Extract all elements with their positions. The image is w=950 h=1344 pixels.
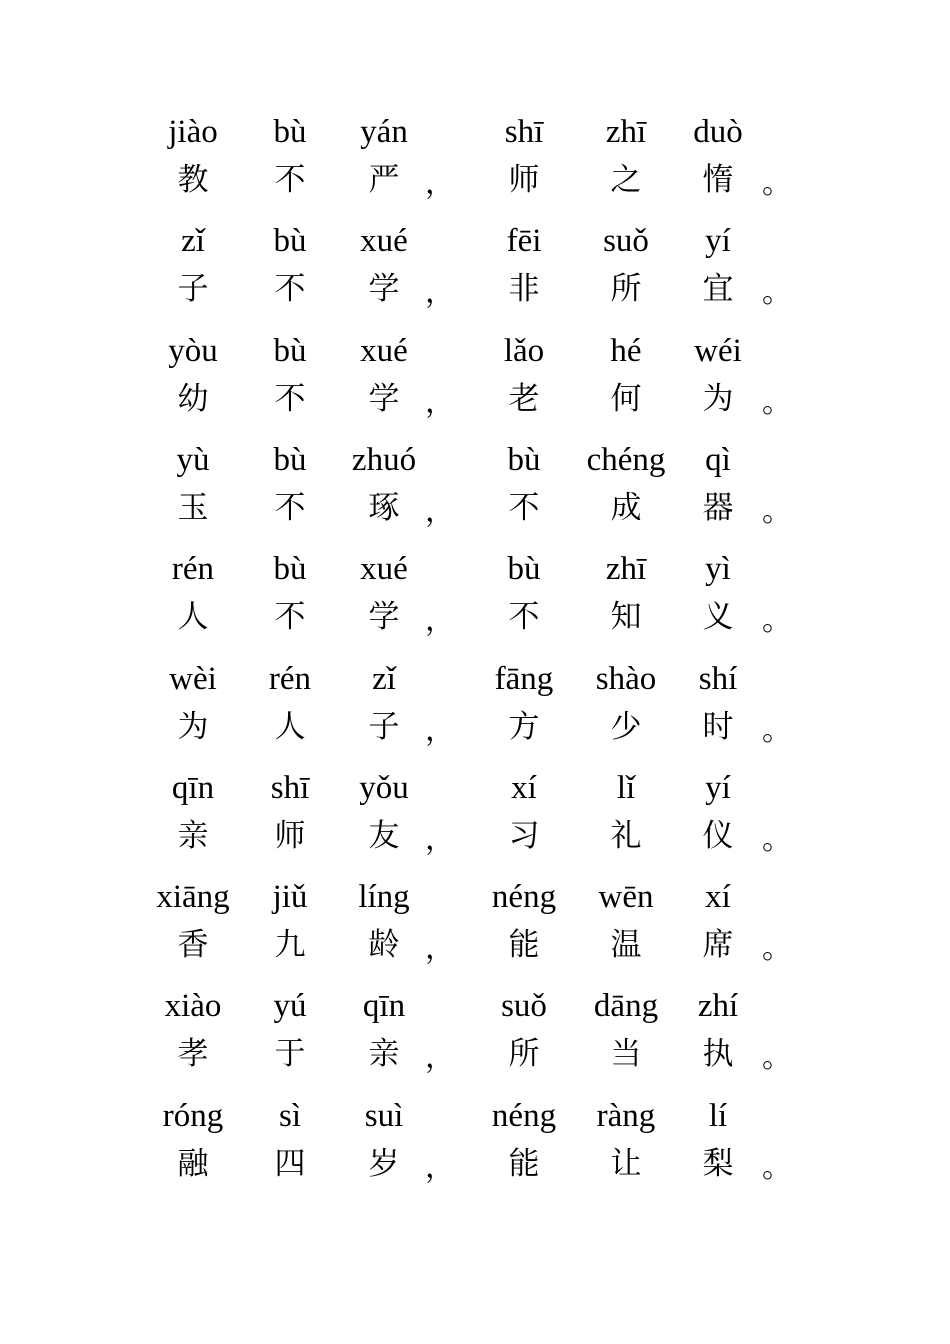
hanzi-character: 所: [610, 271, 642, 308]
pinyin-syllable: yí: [705, 223, 731, 260]
hanzi-character: 何: [610, 380, 642, 417]
hanzi-character: 不: [274, 162, 306, 198]
pinyin-syllable: líng: [358, 879, 410, 916]
verse-line: [0, 657, 950, 757]
verse-line: [0, 984, 950, 1084]
hanzi-character: 不: [274, 599, 306, 636]
pinyin-syllable: wèi: [169, 660, 217, 697]
verse-line: [0, 329, 950, 429]
pinyin-syllable: suǒ: [603, 223, 649, 260]
pinyin-syllable: wéi: [694, 332, 742, 369]
hanzi-character: 能: [508, 927, 540, 964]
hanzi-character: 学: [368, 599, 400, 636]
hanzi-character: 于: [274, 1036, 306, 1073]
pinyin-syllable: bù: [273, 332, 307, 369]
pinyin-syllable: suǒ: [501, 988, 547, 1025]
hanzi-character: 为: [177, 708, 209, 745]
period-mark: 。: [762, 931, 792, 967]
hanzi-character: 师: [274, 817, 306, 854]
hanzi-character: 为: [702, 380, 734, 417]
pinyin-syllable: xué: [360, 223, 408, 260]
pinyin-syllable: fāng: [494, 660, 554, 697]
pinyin-syllable: dāng: [593, 988, 659, 1025]
verse-line: [0, 110, 950, 210]
verse-line: [0, 766, 950, 866]
comma-mark: ，: [425, 1040, 455, 1076]
comma-mark: ，: [425, 275, 455, 311]
pinyin-syllable: yú: [273, 988, 307, 1025]
hanzi-character: 不: [274, 380, 306, 417]
hanzi-character: 习: [508, 817, 540, 854]
pinyin-syllable: fēi: [506, 223, 542, 260]
pinyin-syllable: yǒu: [359, 769, 409, 806]
hanzi-character: 礼: [610, 817, 642, 854]
hanzi-character: 玉: [177, 489, 209, 526]
pinyin-syllable: ràng: [596, 1097, 656, 1134]
pinyin-syllable: shī: [504, 114, 544, 150]
pinyin-syllable: qīn: [362, 988, 406, 1025]
pinyin-syllable: zhī: [605, 551, 647, 588]
pinyin-syllable: xiāng: [156, 879, 230, 916]
hanzi-character: 席: [702, 927, 734, 964]
pinyin-syllable: bù: [273, 441, 307, 478]
period-mark: 。: [762, 493, 792, 529]
hanzi-character: 子: [368, 708, 400, 745]
pinyin-syllable: shào: [595, 660, 657, 697]
hanzi-character: 幼: [177, 380, 209, 417]
hanzi-character: 严: [368, 162, 400, 198]
pinyin-syllable: xué: [360, 551, 408, 588]
pinyin-syllable: zhí: [697, 988, 739, 1025]
pinyin-syllable: rén: [268, 660, 312, 697]
comma-mark: ，: [425, 1149, 455, 1185]
hanzi-character: 宜: [702, 271, 734, 308]
pinyin-syllable: qì: [705, 441, 731, 478]
pinyin-syllable: lǐ: [616, 769, 636, 806]
hanzi-character: 九: [274, 927, 306, 964]
hanzi-character: 师: [508, 162, 540, 198]
hanzi-character: 方: [508, 708, 540, 745]
pinyin-syllable: néng: [491, 879, 557, 916]
pinyin-syllable: néng: [491, 1097, 557, 1134]
pinyin-syllable: zǐ: [181, 223, 205, 260]
pinyin-syllable: jiǔ: [272, 879, 308, 916]
period-mark: 。: [762, 166, 792, 201]
hanzi-character: 友: [368, 817, 400, 854]
hanzi-character: 不: [508, 489, 540, 526]
pinyin-syllable: yù: [176, 441, 210, 478]
pinyin-syllable: hé: [610, 332, 642, 369]
hanzi-character: 仪: [702, 817, 734, 854]
verse-line: [0, 438, 950, 538]
hanzi-character: 知: [610, 599, 642, 636]
hanzi-character: 当: [610, 1036, 642, 1073]
hanzi-character: 成: [610, 489, 642, 526]
period-mark: 。: [762, 275, 792, 311]
pinyin-syllable: shī: [270, 769, 310, 806]
verse-line: [0, 1094, 950, 1194]
hanzi-character: 龄: [368, 927, 400, 964]
comma-mark: ，: [425, 384, 455, 420]
pinyin-syllable: yán: [360, 114, 408, 150]
pinyin-syllable: qīn: [171, 769, 215, 806]
comma-mark: ，: [425, 493, 455, 529]
period-mark: 。: [762, 384, 792, 420]
hanzi-character: 器: [702, 489, 734, 526]
hanzi-character: 子: [177, 271, 209, 308]
hanzi-character: 亲: [177, 817, 209, 854]
pinyin-syllable: lǎo: [503, 332, 545, 369]
hanzi-character: 所: [508, 1036, 540, 1073]
comma-mark: ，: [425, 931, 455, 967]
pinyin-syllable: rén: [171, 551, 215, 588]
pinyin-syllable: xí: [705, 879, 731, 916]
hanzi-character: 惰: [702, 162, 734, 198]
comma-mark: ，: [425, 821, 455, 857]
hanzi-character: 亲: [368, 1036, 400, 1073]
pinyin-syllable: zhī: [605, 114, 647, 150]
period-mark: 。: [762, 1149, 792, 1185]
hanzi-character: 教: [177, 162, 209, 198]
pinyin-syllable: zǐ: [372, 660, 396, 697]
pinyin-syllable: xiào: [164, 988, 222, 1025]
period-mark: 。: [762, 821, 792, 857]
hanzi-character: 老: [508, 380, 540, 417]
period-mark: 。: [762, 603, 792, 639]
pinyin-syllable: wēn: [598, 879, 654, 916]
hanzi-character: 让: [610, 1145, 642, 1182]
hanzi-character: 之: [610, 162, 642, 198]
pinyin-syllable: yòu: [168, 332, 218, 369]
hanzi-character: 人: [177, 599, 209, 636]
hanzi-character: 融: [177, 1145, 209, 1182]
hanzi-character: 能: [508, 1145, 540, 1182]
hanzi-character: 不: [274, 271, 306, 308]
hanzi-character: 不: [274, 489, 306, 526]
pinyin-syllable: yì: [705, 551, 731, 588]
hanzi-character: 琢: [368, 489, 400, 526]
pinyin-syllable: jiào: [168, 114, 218, 150]
pinyin-syllable: bù: [273, 551, 307, 588]
hanzi-character: 温: [610, 927, 642, 964]
comma-mark: ，: [425, 712, 455, 748]
pinyin-syllable: duò: [693, 114, 743, 150]
hanzi-character: 人: [274, 708, 306, 745]
hanzi-character: 孝: [177, 1036, 209, 1073]
pinyin-syllable: zhuó: [351, 441, 417, 478]
pinyin-syllable: sì: [278, 1097, 301, 1134]
comma-mark: ，: [425, 603, 455, 639]
hanzi-character: 少: [610, 708, 642, 745]
pinyin-syllable: xí: [511, 769, 537, 806]
pinyin-syllable: róng: [162, 1097, 224, 1134]
verse-line: [0, 875, 950, 975]
verse-line: [0, 219, 950, 319]
hanzi-character: 岁: [368, 1145, 400, 1182]
hanzi-character: 四: [274, 1145, 306, 1182]
hanzi-character: 学: [368, 380, 400, 417]
hanzi-character: 执: [702, 1036, 734, 1073]
pinyin-syllable: chéng: [586, 441, 666, 478]
hanzi-character: 不: [508, 599, 540, 636]
hanzi-character: 时: [702, 708, 734, 745]
hanzi-character: 非: [508, 271, 540, 308]
hanzi-character: 香: [177, 927, 209, 964]
pinyin-syllable: bù: [273, 114, 307, 150]
pinyin-syllable: bù: [273, 223, 307, 260]
comma-mark: ，: [425, 166, 455, 201]
hanzi-character: 学: [368, 271, 400, 308]
period-mark: 。: [762, 1040, 792, 1076]
pinyin-syllable: bù: [507, 441, 541, 478]
pinyin-syllable: xué: [360, 332, 408, 369]
pinyin-syllable: yí: [705, 769, 731, 806]
period-mark: 。: [762, 712, 792, 748]
pinyin-syllable: lí: [708, 1097, 728, 1134]
verse-line: [0, 547, 950, 647]
pinyin-syllable: bù: [507, 551, 541, 588]
pinyin-syllable: shí: [698, 660, 738, 697]
pinyin-syllable: suì: [364, 1097, 404, 1134]
hanzi-character: 梨: [702, 1145, 734, 1182]
hanzi-character: 义: [702, 599, 734, 636]
